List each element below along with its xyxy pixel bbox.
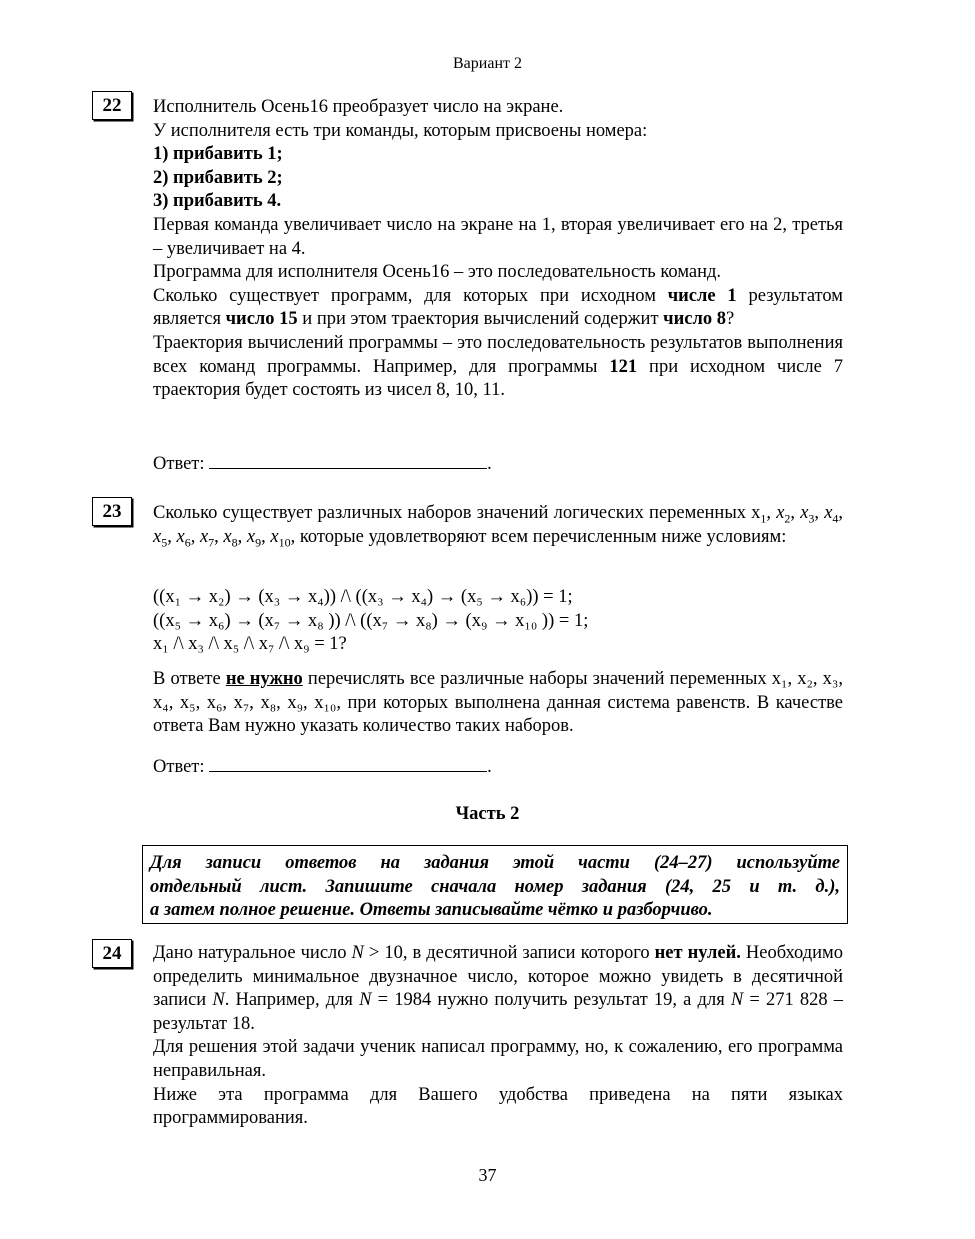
task-23-note: [153, 668, 843, 739]
task-number-box: 23: [92, 497, 132, 526]
task-paragraph: Дано натуральное число N > 10, в десятичной записи которого нет нулей. Необходимо определить минимальное двузначное число, которое можно увидеть в десятичной записи N. Например, для N = 1984 нужно получить результат 19, а для N = 271 828 – результат 18.: [153, 943, 844, 1034]
equation: ((x₅ → x₆) → (x₇ → x₈ )) /\ ((x₇ → x₈) → (x₉ → x₁₀ )) = 1;: [153, 610, 589, 631]
answer-label: Ответ:: [153, 454, 210, 474]
command-item: 2) прибавить 2;: [153, 167, 283, 188]
answer-row: Ответ: .: [153, 757, 492, 777]
answer-field[interactable]: [209, 452, 487, 469]
command-item: 3) прибавить 4.: [153, 191, 282, 212]
task-number-box: 24: [92, 939, 132, 968]
page-header: Вариант 2: [453, 55, 522, 72]
task-text: Сколько существует различных наборов значений логических переменных $x_1$, $x_2$, $x_3$, $x_4$, $x_5$, $x_6$, $x_7$, $x_8$, $x_9$, $x_{10}$, которые удовлетворяют всем перечисленным ниже условиям:: [153, 503, 844, 550]
answer-row: Ответ: .: [153, 454, 492, 474]
task-22: [153, 96, 843, 403]
task-paragraph: Первая команда увеличивает число на экране на 1, вторая увеличивает его на 2, третья – увеличивает на 4.: [153, 214, 843, 259]
equation: ((x₁ → x₂) → (x₃ → x₄)) /\ ((x₃ → x₄) → (x₅ → x₆)) = 1;: [153, 587, 573, 607]
task-number-box: 22: [92, 91, 132, 120]
task-24: [153, 942, 843, 1131]
task-23: [153, 502, 843, 549]
task-paragraph: Ниже эта программа для Вашего удобства приведена на пяти языках программирования.: [153, 1084, 843, 1129]
task-text: Исполнитель Осень16 преобразует число на экране.: [153, 97, 564, 117]
instructions-box: Для записи ответов на задания этой части (24–27) используйте отдельный лист. Запишите сначала номер задания (24, 25 и т. д.), а затем полное решение. Ответы записывайте чётко и разборчиво.: [142, 845, 848, 924]
part-title: Часть 2: [455, 804, 520, 824]
task-paragraph: В ответе не нужно перечислять все различные наборы значений переменных x₁, x₂, x₃, x₄, x₅, x₆, x₇, x₈, x₉, x₁₀, при которых выполнена данная система равенств. В качестве ответа Вам нужно указать количество таких наборов.: [153, 669, 843, 737]
command-item: 1) прибавить 1;: [153, 144, 283, 165]
task-paragraph: Для решения этой задачи ученик написал программу, но, к сожалению, его программа неправильная.: [153, 1037, 843, 1081]
equation: x₁ /\ x₃ /\ x₅ /\ x₇ /\ x₉ = 1?: [153, 634, 347, 655]
answer-label: Ответ:: [153, 757, 210, 777]
page-number: 37: [478, 1165, 497, 1185]
equation-system: [153, 586, 843, 657]
task-question: Сколько существует программ, для которых при исходном числе 1 результатом является число 15 и при этом траектория вычислений содержит число 8?: [153, 285, 843, 330]
task-paragraph: Программа для исполнителя Осень16 – это последовательность команд.: [153, 262, 722, 283]
answer-field[interactable]: [209, 755, 487, 772]
task-text: У исполнителя есть три команды, которым присвоены номера:: [153, 120, 648, 141]
task-paragraph: Траектория вычислений программы – это последовательность результатов выполнения всех команд программы. Например, для программы 121 при исходном числе 7 траектория будет состоять из чисел 8, 10, 11.: [153, 332, 843, 401]
